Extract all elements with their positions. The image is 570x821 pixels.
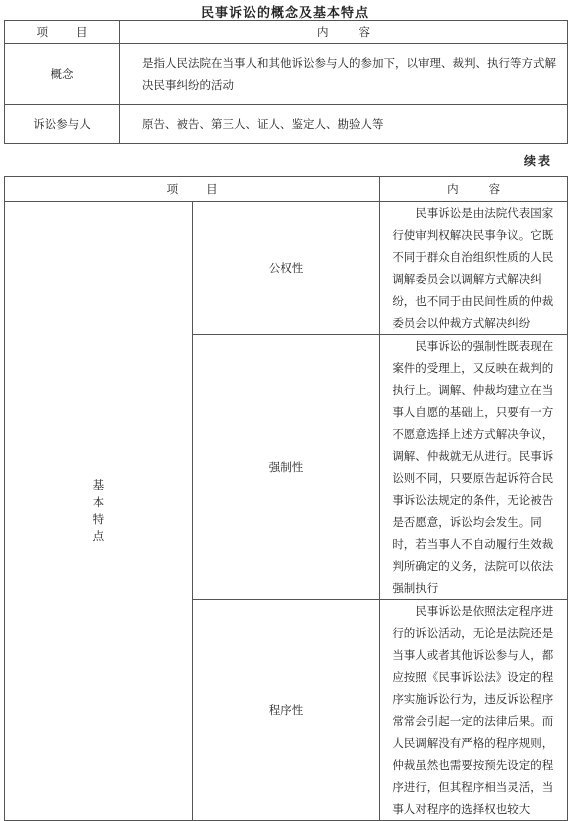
group-label-cell: [5, 202, 193, 821]
group-label: 基本特点: [92, 478, 105, 543]
row-content: 是指人民法院在当事人和其他诉讼参与人的参加下，以审理、裁判、执行等方式解决民事纠纷的活动: [120, 44, 568, 105]
row-content: 民事诉讼是依照法定程序进行的诉讼活动，无论是法院还是当事人或者其他诉讼参与人，都应按照《民事诉讼法》设定的程序实施诉讼行为，违反诉讼程序常常会引起一定的法律后果。而人民调解没有严格的程序规则，仲裁虽然也需要按预先设定的程序进行，但其程序相当灵活，当事人对程序的选择权也较大: [380, 600, 568, 821]
table-row: [5, 202, 568, 335]
row-content: 民事诉讼的强制性既表现在案件的受理上，又反映在裁判的执行上。调解、仲裁均建立在当事人自愿的基础上，只要有一方不愿意选择上述方式解决争议，调解、仲裁就无从进行。民事诉讼则不同，只要原告起诉符合民事诉讼法规定的条件，无论被告是否愿意，诉讼均会发生。同时，若当事人不自动履行生效裁判所确定的义务，法院可以依法强制执行: [380, 335, 568, 600]
concept-table: [4, 20, 568, 144]
header-content: 内容: [120, 21, 568, 44]
features-table: [4, 176, 568, 821]
table-header-row: [5, 21, 568, 44]
row-item: 强制性: [192, 335, 380, 600]
row-item: 诉讼参与人: [5, 105, 120, 144]
row-content: 原告、被告、第三人、证人、鉴定人、勘验人等: [120, 105, 568, 144]
continued-label: 续表: [523, 154, 552, 168]
row-content: 民事诉讼是由法院代表国家行使审判权解决民事争议。它既不同于群众自治组织性质的人民调解委员会以调解方式解决纠纷，也不同于由民间性质的仲裁委员会以仲裁方式解决纠纷: [380, 202, 568, 335]
row-item: 公权性: [192, 202, 380, 335]
document-title: 民事诉讼的概念及基本特点: [200, 6, 369, 21]
table-row: [5, 44, 568, 105]
header-content: 内容: [380, 177, 568, 202]
row-item: 概念: [5, 44, 120, 105]
row-item: 程序性: [192, 600, 380, 821]
table-row: [5, 105, 568, 144]
table-header-row: [5, 177, 568, 202]
header-item: 项目: [5, 21, 120, 44]
header-item: 项目: [5, 177, 380, 202]
